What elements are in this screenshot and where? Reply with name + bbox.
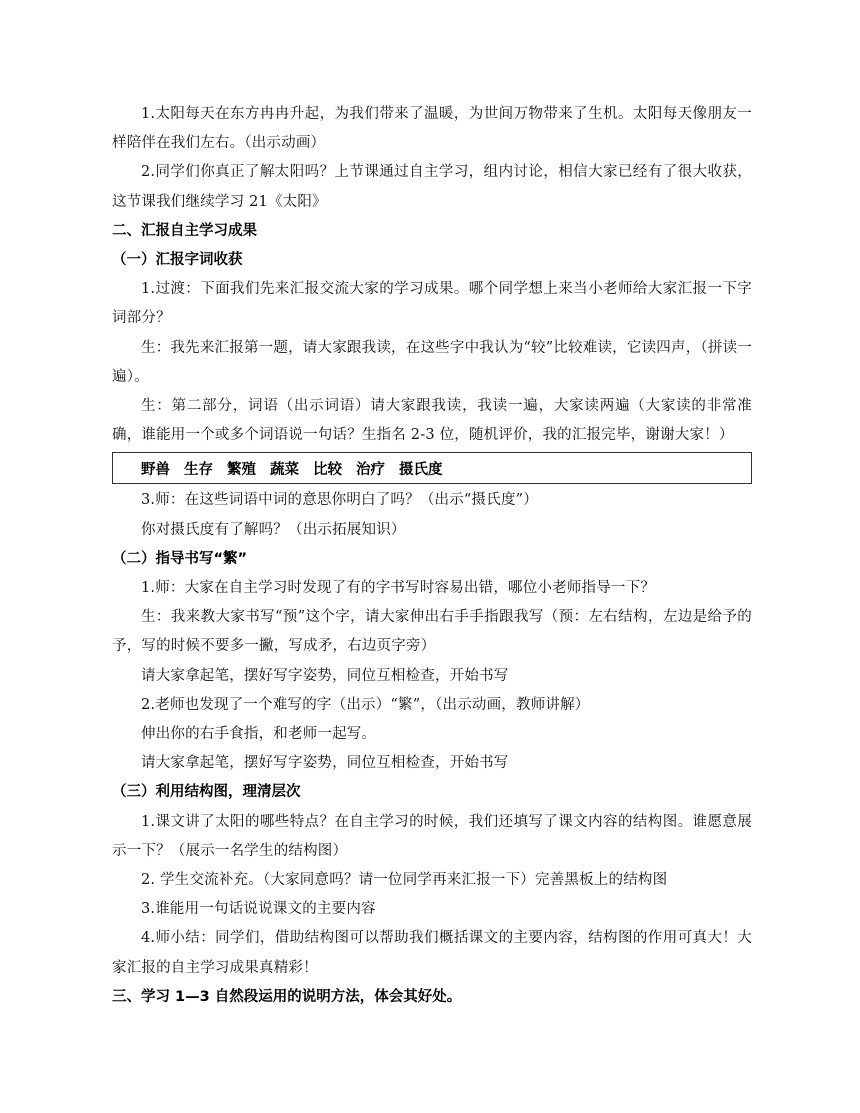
vocabulary-word: 比较 [313, 461, 342, 478]
subsection-heading-2: （二）指导书写“繁” [112, 550, 248, 567]
intro-paragraph-1: 1.太阳每天在东方冉冉升起，为我们带来了温暖，为世间万物带来了生机。太阳每天像朋友一样陪伴在我们左右。（出示动画） [112, 106, 752, 152]
subsection-heading-1: （一）汇报字词收获 [112, 252, 243, 269]
paragraph: 1.过渡：下面我们先来汇报交流大家的学习成果。哪个同学想上来当小老师给大家汇报一下字词部分？ [112, 281, 752, 327]
intro-paragraph-2: 2.同学们你真正了解太阳吗？上节课通过自主学习，组内讨论，相信大家已经有了很大收获，这节课我们继续学习 21《太阳》 [112, 164, 752, 210]
paragraph: 伸出你的右手食指，和老师一起写。 [141, 726, 377, 743]
paragraph: 4.师小结：同学们，借助结构图可以帮助我们概括课文的主要内容，结构图的作用可真大！大家汇报的自主学习成果真精彩！ [112, 930, 752, 976]
paragraph: 生：我来教大家书写“预”这个字，请大家伸出右手手指跟我写（预：左右结构，左边是给予的予，写的时候不要多一撇，写成矛，右边页字旁） [112, 609, 752, 655]
paragraph: 3.师：在这些词语中词的意思你明白了吗？（出示“摄氏度”） [141, 492, 538, 509]
paragraph: 3.谁能用一句话说说课文的主要内容 [141, 901, 376, 918]
document-body [112, 100, 752, 1012]
paragraph: 你对摄氏度有了解吗？（出示拓展知识） [141, 521, 406, 538]
vocabulary-word: 摄氏度 [399, 461, 443, 478]
vocabulary-word: 繁殖 [227, 461, 256, 478]
paragraph: 2. 学生交流补充。（大家同意吗？请一位同学再来汇报一下）完善黑板上的结构图 [141, 872, 668, 889]
section-heading-3: 三、学习 1—3 自然段运用的说明方法，体会其好处。 [112, 988, 462, 1005]
paragraph: 1.师：大家在自主学习时发现了有的字书写时容易出错，哪位小老师指导一下？ [141, 580, 656, 597]
vocabulary-word: 蔬菜 [270, 461, 299, 478]
paragraph: 1.课文讲了太阳的哪些特点？在自主学习的时候，我们还填写了课文内容的结构图。谁愿意展示一下？（展示一名学生的结构图） [112, 813, 752, 859]
paragraph: 生：第二部分，词语（出示词语）请大家跟我读，我读一遍，大家读两遍（大家读的非常准确，谁能用一个或多个词语说一句话？生指名 2-3 位，随机评价，我的汇报完毕，谢谢大家！） [112, 398, 752, 444]
section-heading-2: 二、汇报自主学习成果 [112, 222, 257, 239]
subsection-heading-3: （三）利用结构图，理清层次 [112, 784, 301, 801]
paragraph: 请大家拿起笔，摆好写字姿势，同位互相检查，开始书写 [141, 755, 509, 772]
paragraph: 生：我先来汇报第一题，请大家跟我读，在这些字中我认为“较”比较难读，它读四声，（拼读一遍）。 [112, 339, 752, 385]
vocabulary-word: 生存 [184, 461, 213, 478]
vocabulary-word: 野兽 [141, 461, 170, 478]
vocabulary-word: 治疗 [356, 461, 385, 478]
vocabulary-box [112, 452, 752, 484]
paragraph: 请大家拿起笔，摆好写字姿势，同位互相检查，开始书写 [141, 667, 509, 684]
paragraph: 2.老师也发现了一个难写的字（出示）“繁”，（出示动画，教师讲解） [141, 696, 590, 713]
